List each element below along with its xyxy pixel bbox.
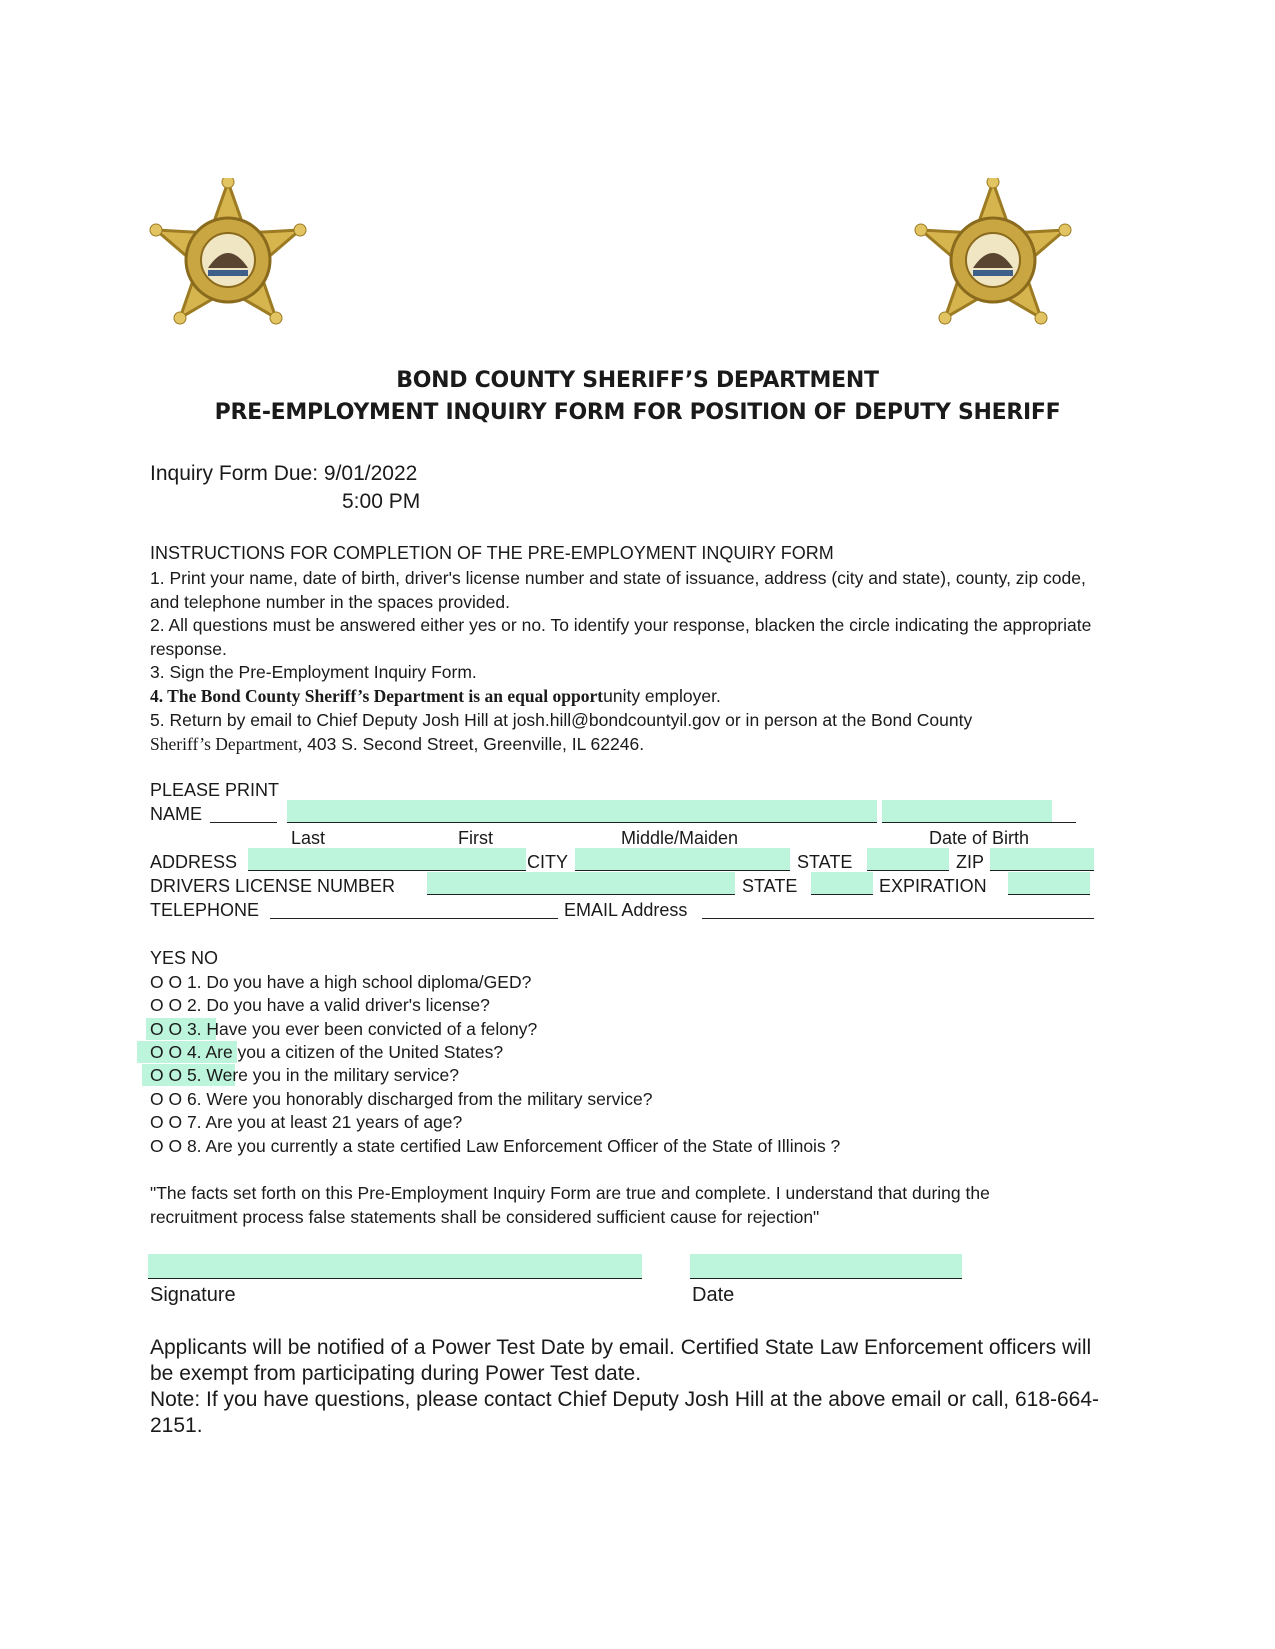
question-4[interactable]: O O 4. Are you a citizen of the United States?: [150, 1042, 504, 1062]
question-7[interactable]: O O 7. Are you at least 21 years of age?: [150, 1112, 463, 1132]
instruction-5: 5. Return by email to Chief Deputy Josh Hill at josh.hill@bondcountyil.gov or in person at the Bond County: [150, 710, 973, 730]
dl-state-field[interactable]: [811, 872, 873, 895]
sub-first: First: [458, 828, 493, 848]
city-label: CITY: [527, 852, 569, 872]
signature-label: Signature: [150, 1284, 236, 1306]
name-field[interactable]: [287, 800, 877, 823]
dl-state-label: STATE: [742, 876, 798, 896]
instruction-5-serif: Sheriff’s Department,: [150, 734, 303, 754]
instruction-4: [150, 684, 1110, 708]
form-title: PRE-EMPLOYMENT INQUIRY FORM FOR POSITION OF DEPUTY SHERIFF: [214, 400, 1061, 425]
telephone-field[interactable]: [270, 896, 558, 919]
sheriff-badge-right-icon: [913, 178, 1073, 348]
attestation-line-2: recruitment process false statements shall be considered sufficient cause for rejection": [150, 1207, 820, 1227]
due-date: Inquiry Form Due: 9/01/2022: [150, 462, 418, 485]
sheriff-badge-left-icon: [148, 178, 308, 348]
city-field[interactable]: [575, 848, 790, 871]
date-label: Date: [692, 1284, 735, 1306]
footer-line-2: be exempt from participating during Power Test date.: [150, 1362, 642, 1385]
sub-last: Last: [291, 828, 326, 848]
question-5[interactable]: O O 5. Were you in the military service?: [150, 1065, 459, 1085]
due-time: 5:00 PM: [342, 490, 421, 513]
instruction-4-bold: 4. The Bond County Sheriff’s Department is an equal opport: [150, 686, 604, 706]
instruction-5-cont: [150, 732, 1110, 756]
dob-field[interactable]: [882, 800, 1052, 823]
dl-number-field[interactable]: [427, 872, 735, 895]
address-field[interactable]: [248, 848, 526, 871]
instruction-4-rest: unity employer.: [603, 686, 721, 706]
please-print-label: PLEASE PRINT: [150, 780, 280, 800]
dl-number-label: DRIVERS LICENSE NUMBER: [150, 876, 396, 896]
sub-dob: Date of Birth: [929, 828, 1030, 848]
address-label: ADDRESS: [150, 852, 238, 872]
name-label: NAME: [150, 804, 203, 824]
telephone-label: TELEPHONE: [150, 900, 260, 920]
yes-no-header: YES NO: [150, 948, 219, 968]
expiration-label: EXPIRATION: [879, 876, 987, 896]
state-label: STATE: [797, 852, 853, 872]
instruction-2: 2. All questions must be answered either yes or no. To identify your response, blacken the circle indicating the appropriate response.: [150, 615, 1092, 659]
department-title: BOND COUNTY SHERIFF’S DEPARTMENT: [396, 368, 879, 393]
instructions-heading: INSTRUCTIONS FOR COMPLETION OF THE PRE-EMPLOYMENT INQUIRY FORM: [150, 543, 834, 563]
question-6[interactable]: O O 6. Were you honorably discharged from the military service?: [150, 1089, 653, 1109]
question-3[interactable]: O O 3. Have you ever been convicted of a felony?: [150, 1019, 538, 1039]
dob-line-tail: [1052, 800, 1076, 823]
zip-field[interactable]: [990, 848, 1094, 871]
sub-middle: Middle/Maiden: [621, 828, 739, 848]
question-2[interactable]: O O 2. Do you have a valid driver's license?: [150, 995, 490, 1015]
name-line-lead: [210, 800, 277, 823]
instruction-5-address: 403 S. Second Street, Greenville, IL 62246.: [302, 734, 645, 754]
expiration-field[interactable]: [1008, 872, 1090, 895]
email-field[interactable]: [702, 896, 1094, 919]
email-label: EMAIL Address: [564, 900, 688, 920]
footer-line-3: Note: If you have questions, please contact Chief Deputy Josh Hill at the above email or call, 618-664-: [150, 1388, 1100, 1411]
question-8[interactable]: O O 8. Are you currently a state certified Law Enforcement Officer of the State of Illinois ?: [150, 1136, 841, 1156]
footer-line-1: Applicants will be notified of a Power Test Date by email. Certified State Law Enforcement officers will: [150, 1336, 1092, 1359]
zip-label: ZIP: [956, 852, 985, 872]
state-field[interactable]: [867, 848, 949, 871]
instruction-3: 3. Sign the Pre-Employment Inquiry Form.: [150, 662, 477, 682]
instruction-1: 1. Print your name, date of birth, driver's license number and state of issuance, address (city and state), county, zip code, and telephone number in the spaces provided.: [150, 568, 1086, 612]
signature-field[interactable]: [148, 1254, 642, 1279]
attestation-line-1: "The facts set forth on this Pre-Employment Inquiry Form are true and complete. I understand that during the: [150, 1183, 990, 1203]
date-field[interactable]: [690, 1254, 962, 1279]
question-1[interactable]: O O 1. Do you have a high school diploma/GED?: [150, 972, 532, 992]
footer-line-4: 2151.: [150, 1414, 203, 1437]
